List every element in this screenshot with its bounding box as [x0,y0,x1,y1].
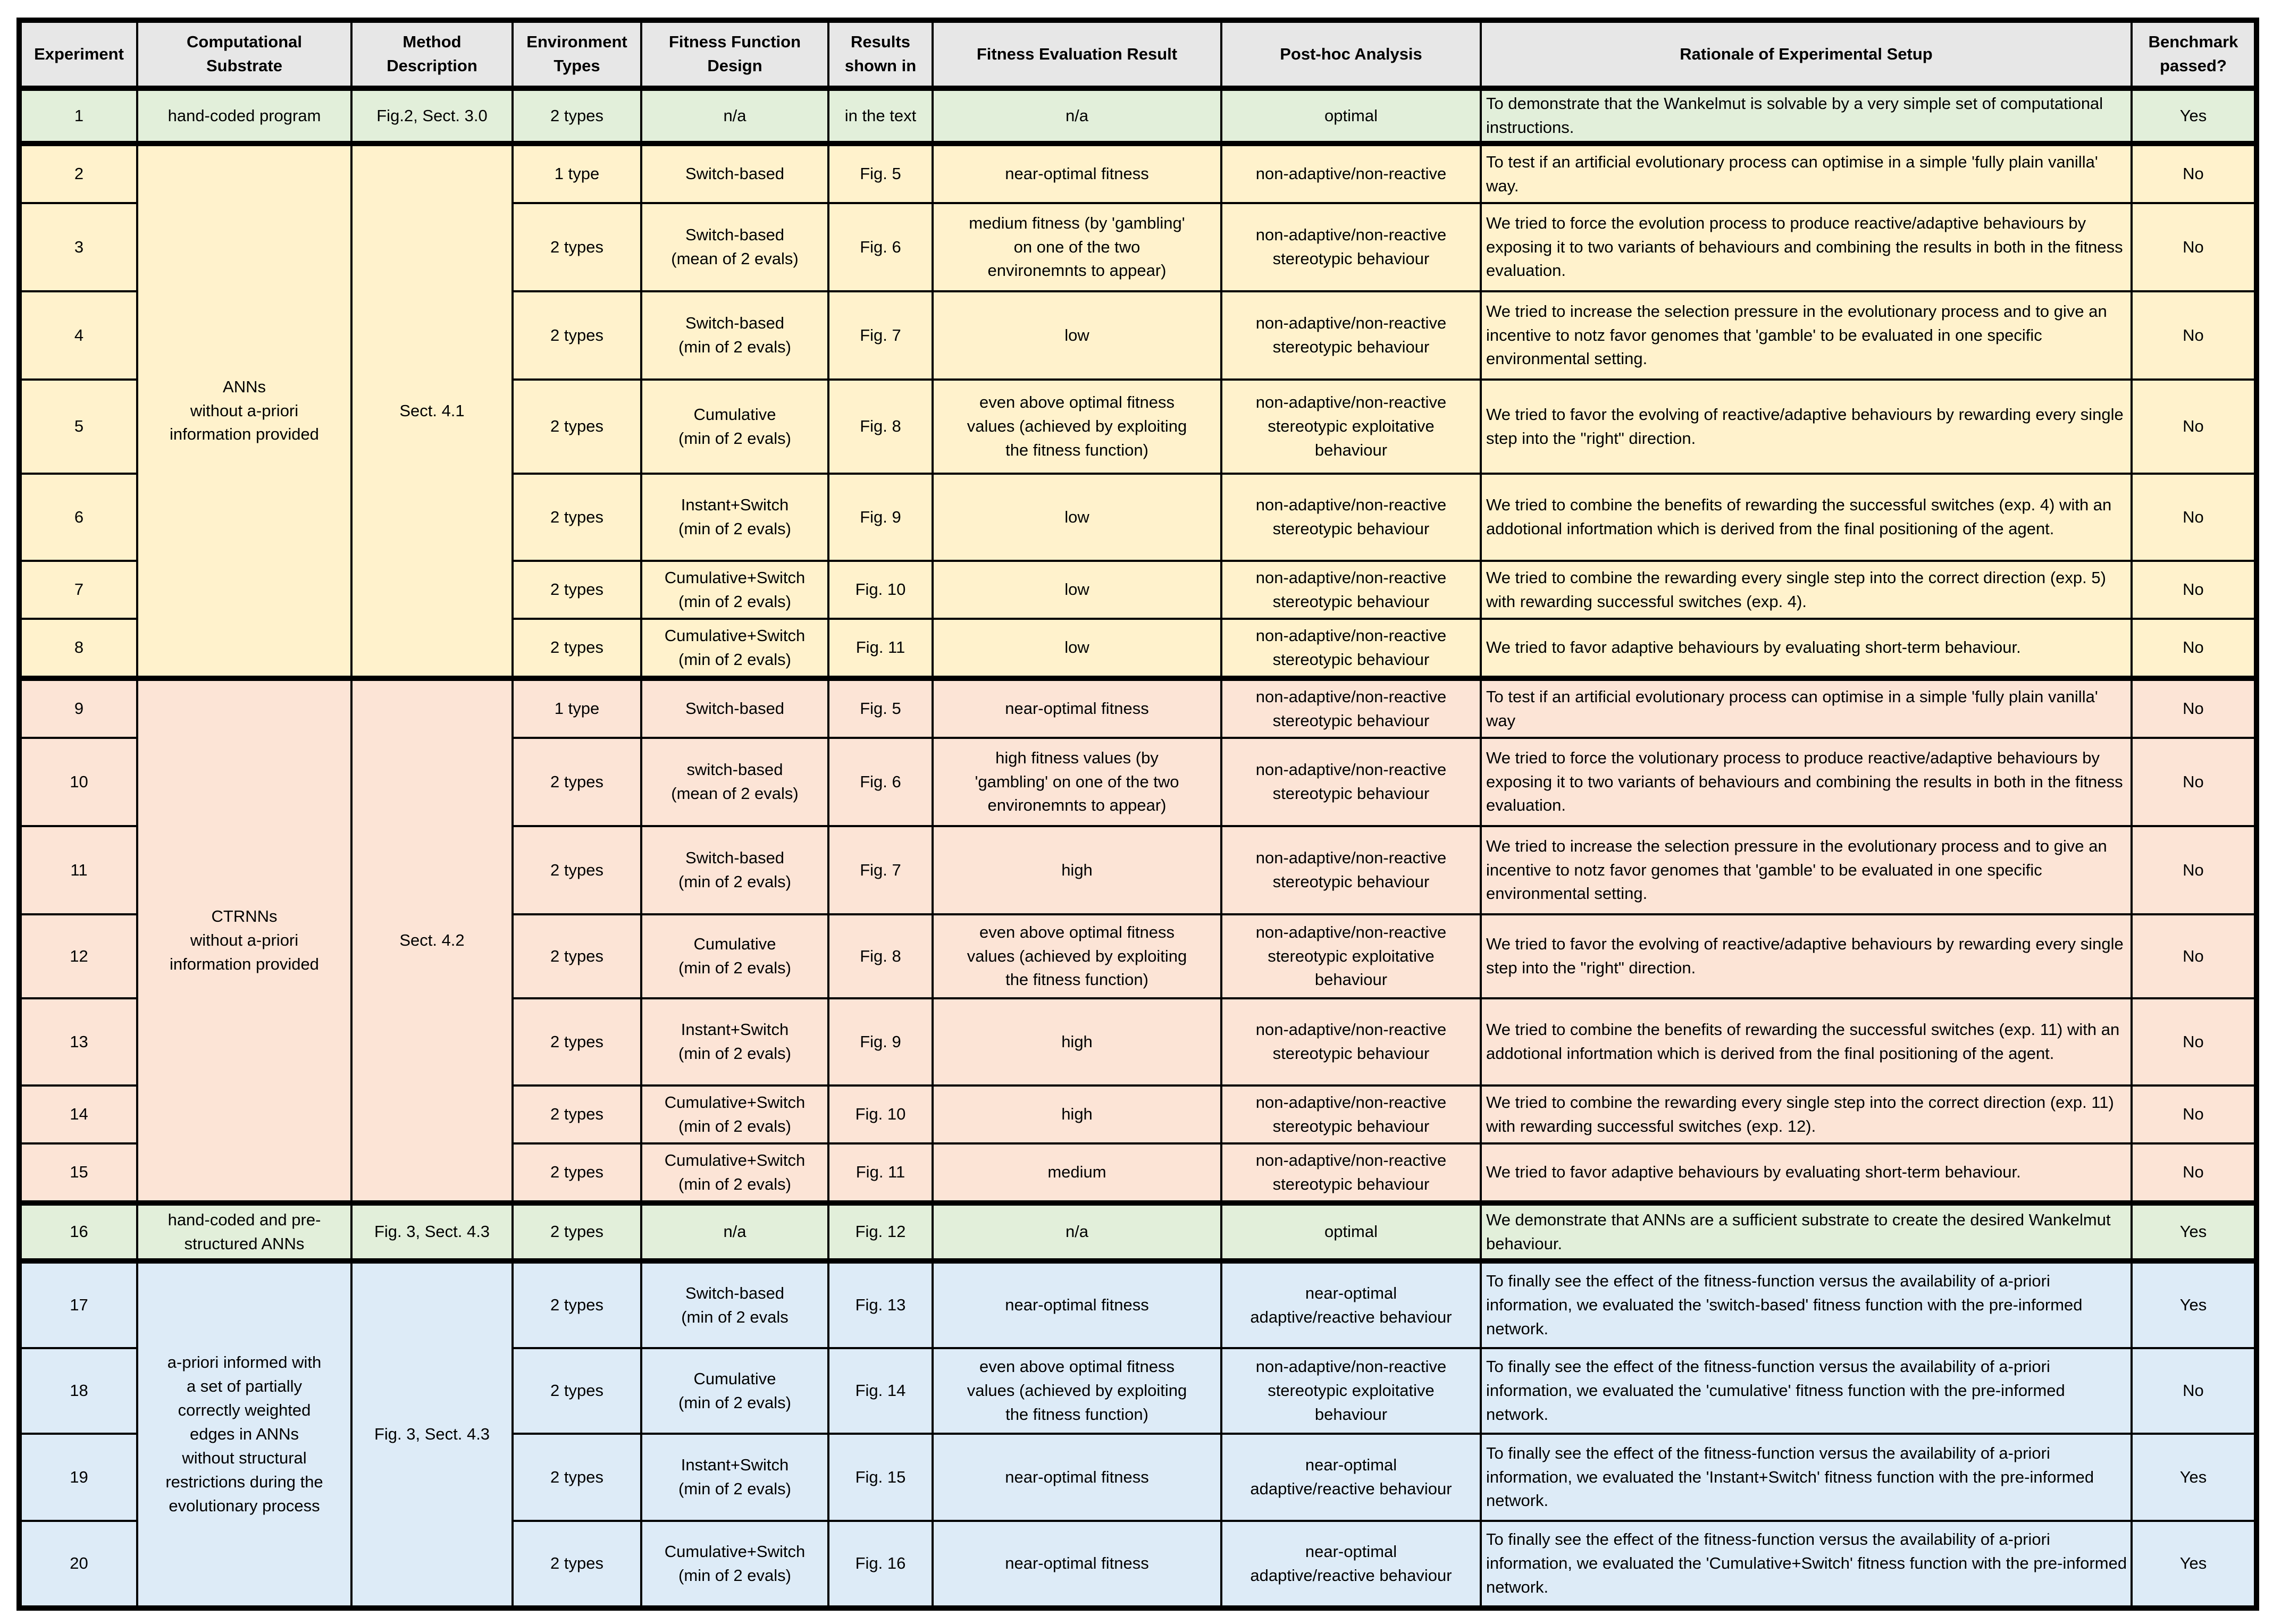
cell-experiment: 10 [19,738,137,826]
cell-environment: 2 types [513,1143,641,1203]
cell-posthoc-analysis: non-adaptive/non-reactive stereotypic behaviour [1221,203,1481,291]
cell-posthoc-analysis: non-adaptive/non-reactive stereotypic behaviour [1221,561,1481,619]
cell-fitness-design: Switch-based (min of 2 evals) [641,826,828,914]
cell-posthoc-analysis: non-adaptive/non-reactive stereotypic behaviour [1221,678,1481,738]
cell-fitness-evaluation: medium [933,1143,1221,1203]
cell-rationale: We tried to favor the evolving of reactive/adaptive behaviours by rewarding every single step into the "right" direction. [1481,380,2132,474]
cell-fitness-evaluation: near-optimal fitness [933,678,1221,738]
table-row [19,1261,2257,1348]
header-experiment: Experiment [19,20,137,88]
cell-fitness-design: Switch-based (min of 2 evals) [641,291,828,380]
cell-experiment: 16 [19,1203,137,1261]
cell-environment: 2 types [513,998,641,1086]
cell-fitness-evaluation: low [933,291,1221,380]
cell-rationale: We tried to combine the benefits of rewarding the successful switches (exp. 11) with an addotional infortmation which is derived from the final positioning of the agent. [1481,998,2132,1086]
cell-environment: 2 types [513,619,641,678]
cell-results-shown-in: Fig. 5 [828,144,933,203]
cell-benchmark-passed: Yes [2132,1261,2257,1348]
cell-posthoc-analysis: non-adaptive/non-reactive [1221,144,1481,203]
cell-experiment: 13 [19,998,137,1086]
cell-rationale: To finally see the effect of the fitness-function versus the availability of a-priori information, we evaluated the 'cumulative' fitness function with the pre-informed network. [1481,1348,2132,1434]
cell-benchmark-passed: No [2132,1143,2257,1203]
cell-fitness-design: Switch-based [641,678,828,738]
cell-benchmark-passed: No [2132,380,2257,474]
cell-fitness-evaluation: low [933,474,1221,561]
cell-environment: 2 types [513,561,641,619]
cell-method: Sect. 4.2 [351,678,513,1203]
cell-fitness-design: Instant+Switch (min of 2 evals) [641,1434,828,1521]
cell-fitness-design: Cumulative+Switch (min of 2 evals) [641,1086,828,1143]
cell-posthoc-analysis: optimal [1221,1203,1481,1261]
experiments-table [16,18,2259,1611]
cell-experiment: 7 [19,561,137,619]
cell-benchmark-passed: No [2132,144,2257,203]
header-row [19,20,2257,88]
cell-experiment: 6 [19,474,137,561]
cell-experiment: 5 [19,380,137,474]
cell-fitness-design: Cumulative+Switch (min of 2 evals) [641,619,828,678]
cell-posthoc-analysis: near-optimal adaptive/reactive behaviour [1221,1261,1481,1348]
cell-fitness-evaluation: high [933,998,1221,1086]
cell-posthoc-analysis: non-adaptive/non-reactive stereotypic behaviour [1221,826,1481,914]
cell-posthoc-analysis: non-adaptive/non-reactive stereotypic exploitative behaviour [1221,914,1481,998]
cell-results-shown-in: Fig. 6 [828,203,933,291]
cell-experiment: 17 [19,1261,137,1348]
cell-environment: 2 types [513,1203,641,1261]
cell-results-shown-in: Fig. 11 [828,619,933,678]
cell-fitness-design: Cumulative (min of 2 evals) [641,380,828,474]
cell-fitness-design: Cumulative+Switch (min of 2 evals) [641,1521,828,1608]
cell-fitness-evaluation: even above optimal fitness values (achieved by exploiting the fitness function) [933,1348,1221,1434]
cell-substrate: hand-coded and pre- structured ANNs [137,1203,351,1261]
header-method: Method Description [351,20,513,88]
cell-posthoc-analysis: near-optimal adaptive/reactive behaviour [1221,1434,1481,1521]
cell-results-shown-in: Fig. 8 [828,914,933,998]
cell-posthoc-analysis: non-adaptive/non-reactive stereotypic behaviour [1221,619,1481,678]
cell-rationale: To demonstrate that the Wankelmut is solvable by a very simple set of computational instructions. [1481,88,2132,144]
cell-rationale: We tried to combine the rewarding every single step into the correct direction (exp. 5) with rewarding successful switches (exp. 4). [1481,561,2132,619]
cell-posthoc-analysis: near-optimal adaptive/reactive behaviour [1221,1521,1481,1608]
header-posthoc-analysis: Post-hoc Analysis [1221,20,1481,88]
cell-rationale: We tried to increase the selection pressure in the evolutionary process and to give an incentive to notz favor genomes that 'gamble' to be evaluated in one specific environmental setting. [1481,826,2132,914]
cell-fitness-design: Cumulative+Switch (min of 2 evals) [641,1143,828,1203]
cell-results-shown-in: Fig. 11 [828,1143,933,1203]
cell-environment: 2 types [513,474,641,561]
table-row [19,144,2257,203]
cell-posthoc-analysis: non-adaptive/non-reactive stereotypic exploitative behaviour [1221,380,1481,474]
cell-results-shown-in: Fig. 5 [828,678,933,738]
cell-benchmark-passed: No [2132,1086,2257,1143]
cell-benchmark-passed: No [2132,914,2257,998]
cell-experiment: 15 [19,1143,137,1203]
cell-environment: 1 type [513,678,641,738]
cell-fitness-evaluation: near-optimal fitness [933,1434,1221,1521]
cell-experiment: 2 [19,144,137,203]
header-rationale: Rationale of Experimental Setup [1481,20,2132,88]
cell-posthoc-analysis: non-adaptive/non-reactive stereotypic behaviour [1221,291,1481,380]
cell-fitness-evaluation: high [933,1086,1221,1143]
cell-experiment: 20 [19,1521,137,1608]
cell-fitness-evaluation: medium fitness (by 'gambling' on one of the two environemnts to appear) [933,203,1221,291]
cell-fitness-evaluation: even above optimal fitness values (achieved by exploiting the fitness function) [933,914,1221,998]
cell-fitness-evaluation: near-optimal fitness [933,144,1221,203]
cell-environment: 2 types [513,291,641,380]
cell-fitness-evaluation: n/a [933,88,1221,144]
cell-experiment: 11 [19,826,137,914]
cell-fitness-evaluation: near-optimal fitness [933,1261,1221,1348]
cell-fitness-design: Cumulative (min of 2 evals) [641,1348,828,1434]
cell-fitness-design: n/a [641,88,828,144]
cell-fitness-evaluation: n/a [933,1203,1221,1261]
cell-fitness-design: Cumulative+Switch (min of 2 evals) [641,561,828,619]
cell-environment: 2 types [513,738,641,826]
cell-environment: 1 type [513,144,641,203]
cell-experiment: 1 [19,88,137,144]
cell-benchmark-passed: No [2132,738,2257,826]
cell-environment: 2 types [513,1086,641,1143]
table-row [19,88,2257,144]
cell-results-shown-in: Fig. 15 [828,1434,933,1521]
cell-benchmark-passed: No [2132,203,2257,291]
cell-posthoc-analysis: non-adaptive/non-reactive stereotypic behaviour [1221,998,1481,1086]
cell-benchmark-passed: Yes [2132,1434,2257,1521]
cell-fitness-design: Cumulative (min of 2 evals) [641,914,828,998]
cell-fitness-evaluation: high fitness values (by 'gambling' on one of the two environemnts to appear) [933,738,1221,826]
cell-posthoc-analysis: non-adaptive/non-reactive stereotypic behaviour [1221,474,1481,561]
cell-benchmark-passed: No [2132,561,2257,619]
cell-results-shown-in: Fig. 10 [828,561,933,619]
header-results-shown-in: Results shown in [828,20,933,88]
cell-fitness-evaluation: low [933,619,1221,678]
cell-environment: 2 types [513,380,641,474]
table-row [19,1203,2257,1261]
cell-results-shown-in: Fig. 7 [828,291,933,380]
cell-rationale: We demonstrate that ANNs are a sufficient substrate to create the desired Wankelmut behaviour. [1481,1203,2132,1261]
cell-results-shown-in: Fig. 9 [828,474,933,561]
cell-substrate: a-priori informed with a set of partially correctly weighted edges in ANNs without structural restrictions during the evolutionary process [137,1261,351,1608]
header-substrate: Computational Substrate [137,20,351,88]
cell-method: Fig. 3, Sect. 4.3 [351,1261,513,1608]
cell-fitness-design: n/a [641,1203,828,1261]
cell-benchmark-passed: Yes [2132,1521,2257,1608]
cell-results-shown-in: Fig. 8 [828,380,933,474]
cell-method: Fig. 3, Sect. 4.3 [351,1203,513,1261]
cell-posthoc-analysis: non-adaptive/non-reactive stereotypic behaviour [1221,1143,1481,1203]
cell-rationale: To test if an artificial evolutionary process can optimise in a simple 'fully plain vanilla' way [1481,678,2132,738]
cell-substrate: CTRNNs without a-priori information provided [137,678,351,1203]
cell-environment: 2 types [513,1521,641,1608]
cell-experiment: 14 [19,1086,137,1143]
cell-rationale: We tried to favor the evolving of reactive/adaptive behaviours by rewarding every single step into the "right" direction. [1481,914,2132,998]
cell-rationale: We tried to combine the rewarding every single step into the correct direction (exp. 11) with rewarding successful switches (exp. 12). [1481,1086,2132,1143]
header-fitness-design: Fitness Function Design [641,20,828,88]
cell-benchmark-passed: No [2132,291,2257,380]
cell-fitness-evaluation: low [933,561,1221,619]
cell-benchmark-passed: No [2132,678,2257,738]
cell-experiment: 9 [19,678,137,738]
cell-benchmark-passed: No [2132,1348,2257,1434]
cell-substrate: ANNs without a-priori information provided [137,144,351,678]
cell-environment: 2 types [513,826,641,914]
header-benchmark-passed: Benchmark passed? [2132,20,2257,88]
cell-method: Sect. 4.1 [351,144,513,678]
cell-fitness-evaluation: high [933,826,1221,914]
cell-substrate: hand-coded program [137,88,351,144]
cell-environment: 2 types [513,914,641,998]
table-row [19,678,2257,738]
cell-environment: 2 types [513,203,641,291]
cell-experiment: 4 [19,291,137,380]
cell-rationale: We tried to increase the selection pressure in the evolutionary process and to give an incentive to notz favor genomes that 'gamble' to be evaluated in one specific environmental setting. [1481,291,2132,380]
cell-results-shown-in: Fig. 10 [828,1086,933,1143]
cell-fitness-design: Switch-based (min of 2 evals [641,1261,828,1348]
cell-method: Fig.2, Sect. 3.0 [351,88,513,144]
cell-posthoc-analysis: non-adaptive/non-reactive stereotypic behaviour [1221,1086,1481,1143]
cell-posthoc-analysis: non-adaptive/non-reactive stereotypic exploitative behaviour [1221,1348,1481,1434]
cell-rationale: To finally see the effect of the fitness-function versus the availability of a-priori information, we evaluated the 'Instant+Switch' fitness function with the pre-informed network. [1481,1434,2132,1521]
cell-environment: 2 types [513,1348,641,1434]
cell-rationale: To finally see the effect of the fitness-function versus the availability of a-priori information, we evaluated the 'switch-based' fitness function with the pre-informed network. [1481,1261,2132,1348]
cell-benchmark-passed: No [2132,998,2257,1086]
cell-rationale: To test if an artificial evolutionary process can optimise in a simple 'fully plain vanilla' way. [1481,144,2132,203]
cell-rationale: We tried to favor adaptive behaviours by evaluating short-term behaviour. [1481,1143,2132,1203]
cell-fitness-design: switch-based (mean of 2 evals) [641,738,828,826]
cell-fitness-evaluation: even above optimal fitness values (achieved by exploiting the fitness function) [933,380,1221,474]
cell-experiment: 18 [19,1348,137,1434]
cell-results-shown-in: Fig. 16 [828,1521,933,1608]
cell-environment: 2 types [513,1434,641,1521]
cell-rationale: To finally see the effect of the fitness-function versus the availability of a-priori information, we evaluated the 'Cumulative+Switch' fitness function with the pre-informed network. [1481,1521,2132,1608]
cell-benchmark-passed: Yes [2132,1203,2257,1261]
cell-results-shown-in: Fig. 7 [828,826,933,914]
cell-benchmark-passed: No [2132,474,2257,561]
cell-results-shown-in: Fig. 9 [828,998,933,1086]
cell-fitness-evaluation: near-optimal fitness [933,1521,1221,1608]
cell-posthoc-analysis: non-adaptive/non-reactive stereotypic behaviour [1221,738,1481,826]
cell-experiment: 12 [19,914,137,998]
cell-environment: 2 types [513,88,641,144]
cell-results-shown-in: in the text [828,88,933,144]
cell-benchmark-passed: Yes [2132,88,2257,144]
cell-rationale: We tried to combine the benefits of rewarding the successful switches (exp. 4) with an addotional infortmation which is derived from the final positioning of the agent. [1481,474,2132,561]
cell-benchmark-passed: No [2132,619,2257,678]
cell-experiment: 8 [19,619,137,678]
cell-experiment: 3 [19,203,137,291]
header-environment: Environment Types [513,20,641,88]
cell-results-shown-in: Fig. 6 [828,738,933,826]
cell-experiment: 19 [19,1434,137,1521]
cell-results-shown-in: Fig. 14 [828,1348,933,1434]
cell-fitness-design: Switch-based [641,144,828,203]
cell-results-shown-in: Fig. 13 [828,1261,933,1348]
header-fitness-evaluation: Fitness Evaluation Result [933,20,1221,88]
cell-benchmark-passed: No [2132,826,2257,914]
cell-results-shown-in: Fig. 12 [828,1203,933,1261]
cell-rationale: We tried to force the evolution process to produce reactive/adaptive behaviours by exposing it to two variants of behaviours and combining the results in both in the fitness evaluation. [1481,203,2132,291]
cell-posthoc-analysis: optimal [1221,88,1481,144]
cell-fitness-design: Instant+Switch (min of 2 evals) [641,474,828,561]
cell-fitness-design: Switch-based (mean of 2 evals) [641,203,828,291]
cell-rationale: We tried to force the volutionary process to produce reactive/adaptive behaviours by exposing it to two variants of behaviours and combining the results in both in the fitness evaluation. [1481,738,2132,826]
cell-rationale: We tried to favor adaptive behaviours by evaluating short-term behaviour. [1481,619,2132,678]
cell-fitness-design: Instant+Switch (min of 2 evals) [641,998,828,1086]
cell-environment: 2 types [513,1261,641,1348]
